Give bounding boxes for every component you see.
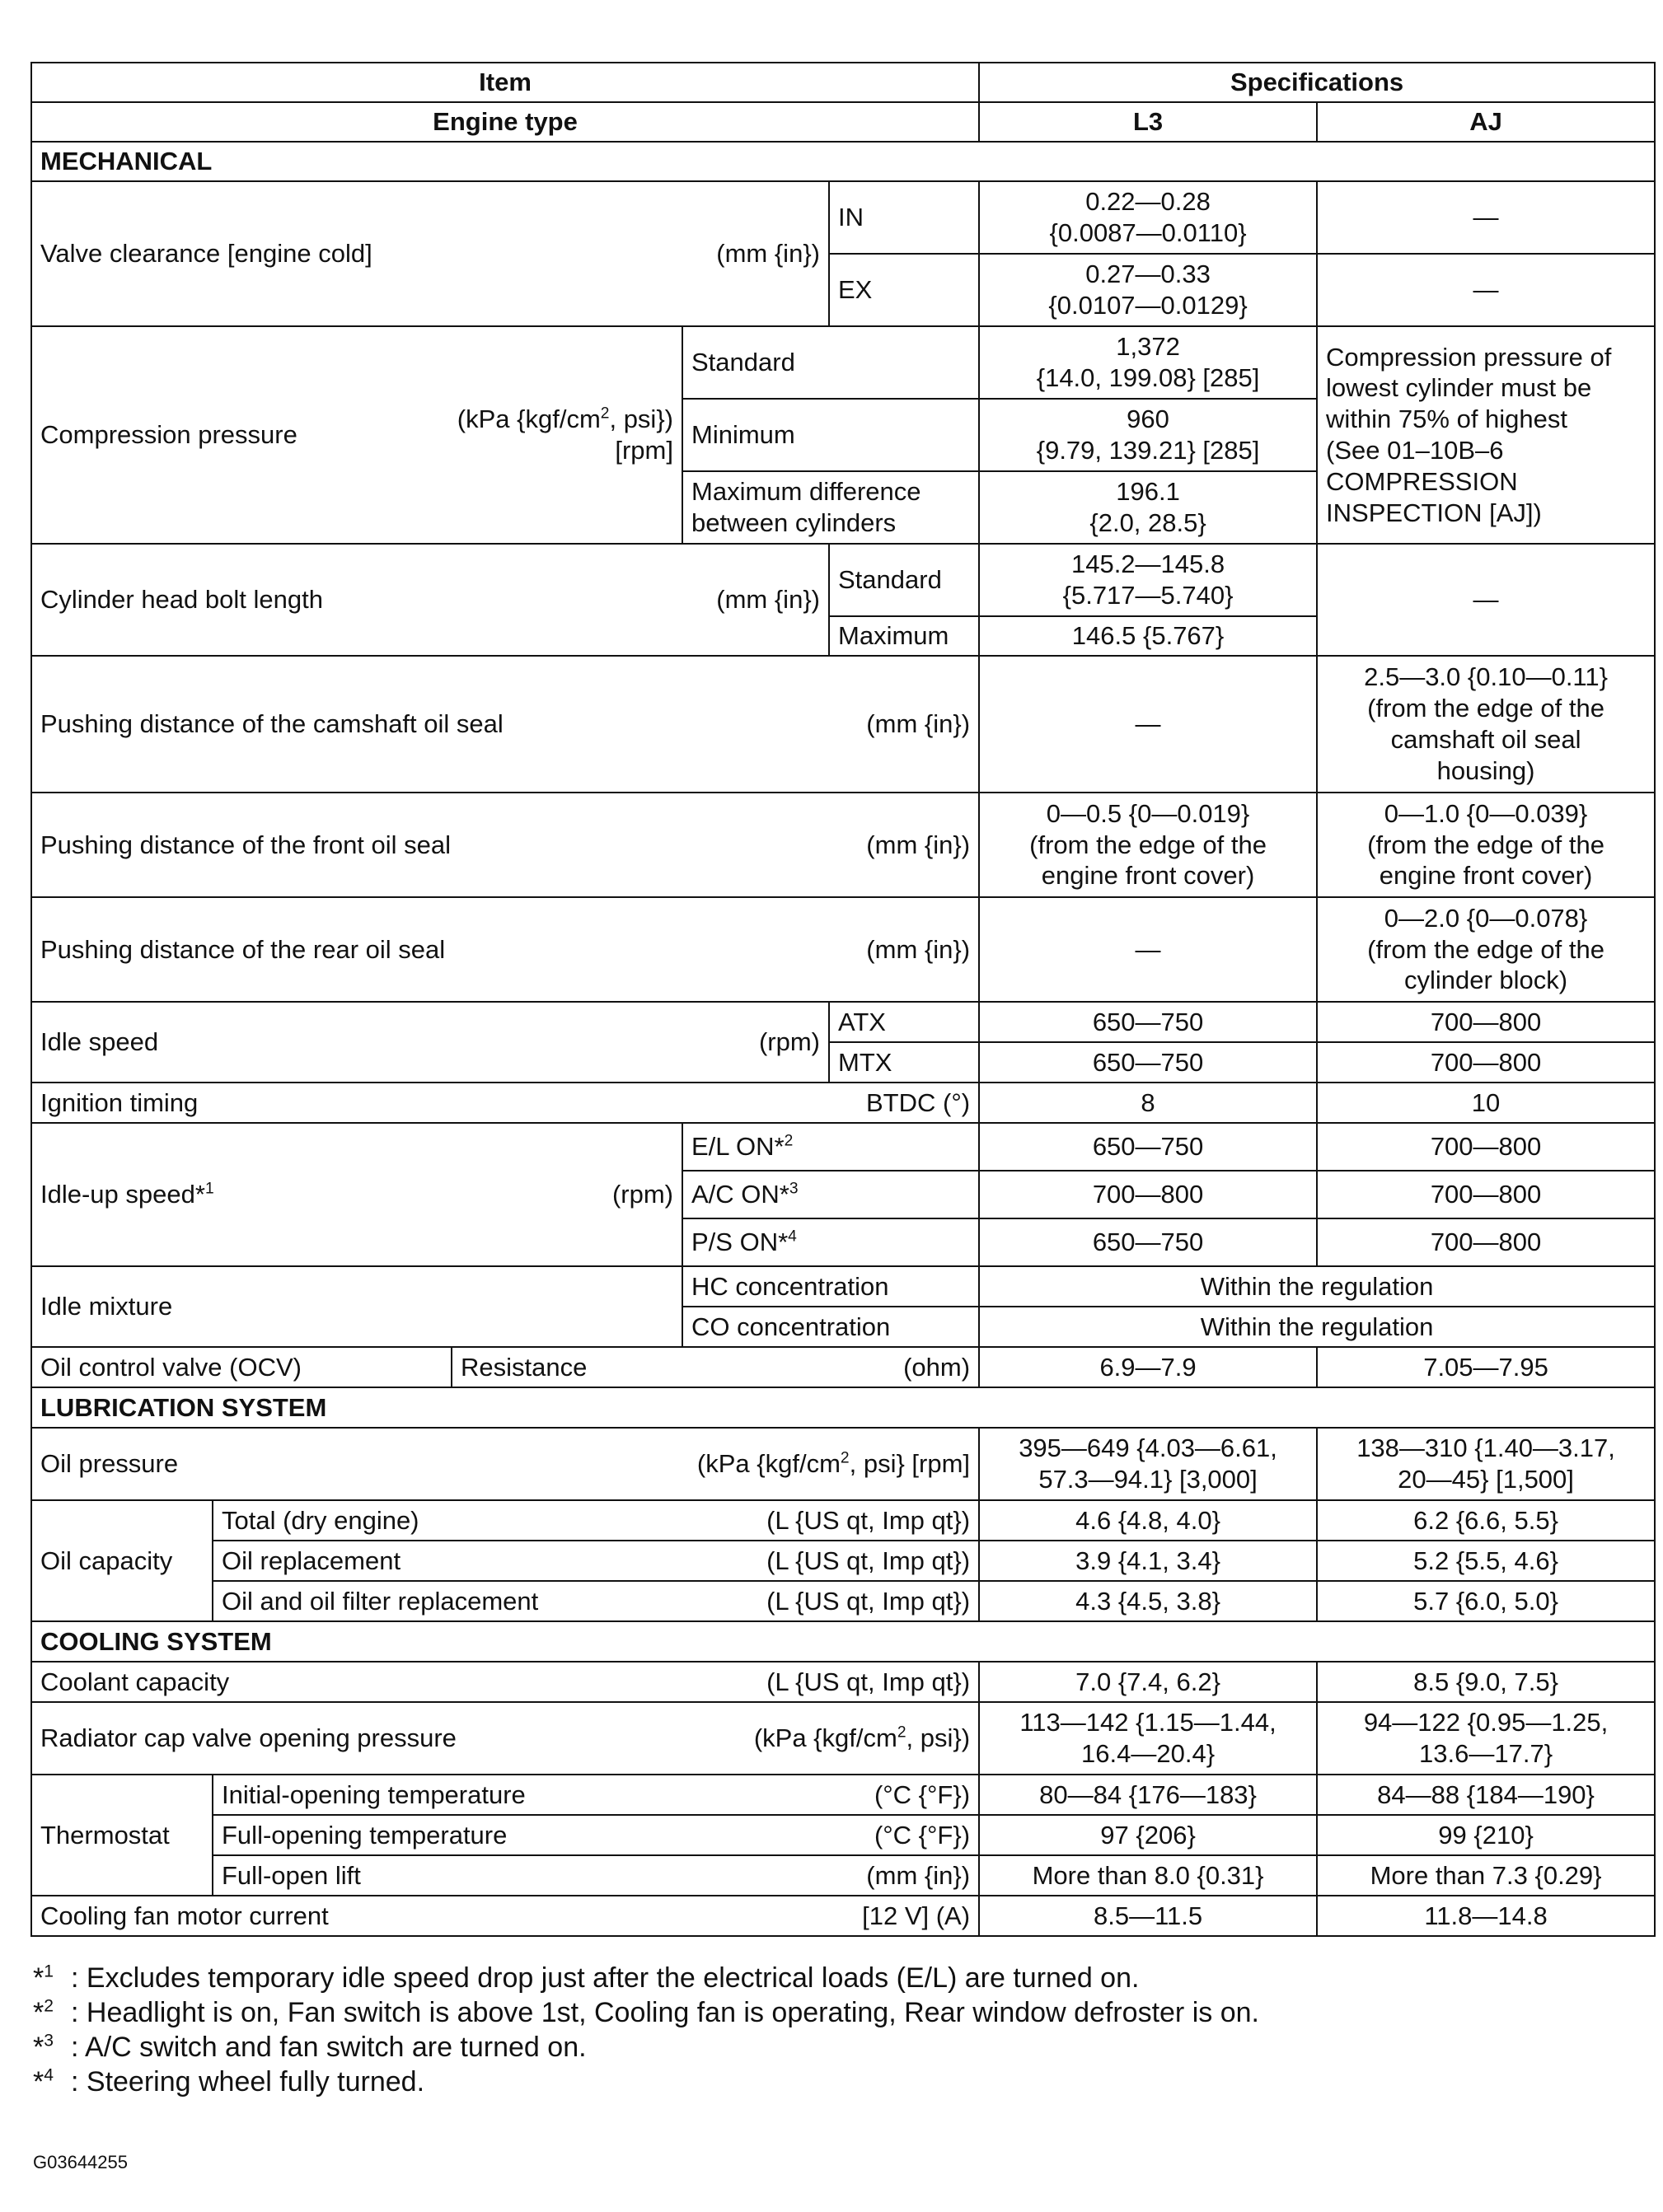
radiator-cap-aj: 94—122 {0.95—1.25, 13.6—17.7} <box>1317 1702 1655 1775</box>
table-row <box>31 1541 1655 1581</box>
footnotes <box>33 1961 1259 2100</box>
compression-maxdiff-label: Maximum difference between cylinders <box>682 471 979 544</box>
thermostat-aj: 84—88 {184—190} <box>1317 1775 1655 1815</box>
table-row <box>31 1581 1655 1621</box>
oil-capacity-label: Oil capacity <box>31 1500 213 1621</box>
camshaft-seal-aj: 2.5—3.0 {0.10—0.11} (from the edge of the camshaft oil seal housing) <box>1317 656 1655 793</box>
valve-ex-l3: 0.27—0.33 {0.0107—0.0129} <box>979 254 1317 326</box>
thermostat-l3: More than 8.0 {0.31} <box>979 1855 1317 1896</box>
table-row <box>31 1855 1655 1896</box>
engine-type-row <box>31 102 1655 142</box>
idle-atx-aj: 700—800 <box>1317 1002 1655 1042</box>
oil-capacity-aj: 6.2 {6.6, 5.5} <box>1317 1500 1655 1541</box>
radiator-cap-l3: 113—142 {1.15—1.44, 16.4—20.4} <box>979 1702 1317 1775</box>
bolt-maximum-label: Maximum <box>829 616 979 656</box>
rear-seal-aj: 0—2.0 {0—0.078} (from the edge of the cylinder block) <box>1317 897 1655 1002</box>
table-row <box>31 656 1655 793</box>
cooling-fan-aj: 11.8—14.8 <box>1317 1896 1655 1936</box>
ocv-l3: 6.9—7.9 <box>979 1347 1317 1387</box>
table-row <box>31 1775 1655 1815</box>
l3-header: L3 <box>979 102 1317 142</box>
idle-up-label: Idle-up speed*$^1$ (rpm) <box>31 1123 682 1266</box>
table-row <box>31 1347 1655 1387</box>
footnote: *$^2$ : Headlight is on, Fan switch is above 1st, Cooling fan is operating, Rear window defroster is on. <box>33 1996 1259 2029</box>
bolt-aj: — <box>1317 544 1655 656</box>
figure-id: G03644255 <box>33 2152 128 2172</box>
idle-mtx-aj: 700—800 <box>1317 1042 1655 1083</box>
table-row <box>31 1002 1655 1042</box>
coolant-capacity-label: Coolant capacity (L {US qt, Imp qt}) <box>31 1662 979 1702</box>
valve-in-l3: 0.22—0.28 {0.0087—0.0110} <box>979 181 1317 254</box>
engine-type-header: Engine type <box>31 102 979 142</box>
valve-in-aj: — <box>1317 181 1655 254</box>
cooling-fan-l3: 8.5—11.5 <box>979 1896 1317 1936</box>
rear-seal-label: Pushing distance of the rear oil seal (mm {in}) <box>31 897 979 1002</box>
cooling-fan-label: Cooling fan motor current [12 V] (A) <box>31 1896 979 1936</box>
radiator-cap-label: Radiator cap valve opening pressure (kPa {$kgf/cm^2$, psi}) <box>31 1702 979 1775</box>
valve-ex-aj: — <box>1317 254 1655 326</box>
idle-atx-l3: 650—750 <box>979 1002 1317 1042</box>
specifications-table <box>30 62 1656 1937</box>
thermostat-l3: 97 {206} <box>979 1815 1317 1855</box>
idle-up-ps-aj: 700—800 <box>1317 1218 1655 1266</box>
table-row <box>31 181 1655 254</box>
rear-seal-l3: — <box>979 897 1317 1002</box>
ocv-aj: 7.05—7.95 <box>1317 1347 1655 1387</box>
oil-capacity-row-label: Oil and oil filter replacement (L {US qt, Imp qt}) <box>213 1581 979 1621</box>
table-row <box>31 544 1655 616</box>
compression-label: Compression pressure (kPa {$kgf/cm^2$, psi}) [rpm] <box>31 326 682 544</box>
oil-capacity-aj: 5.2 {5.5, 4.6} <box>1317 1541 1655 1581</box>
bolt-standard-l3: 145.2—145.8 {5.717—5.740} <box>979 544 1317 616</box>
idle-up-el-l3: 650—750 <box>979 1123 1317 1171</box>
ignition-aj: 10 <box>1317 1083 1655 1123</box>
oil-capacity-l3: 3.9 {4.1, 3.4} <box>979 1541 1317 1581</box>
idle-speed-label: Idle speed (rpm) <box>31 1002 829 1083</box>
front-seal-l3: 0—0.5 {0—0.019} (from the edge of the engine front cover) <box>979 793 1317 897</box>
compression-maxdiff-l3: 196.1 {2.0, 28.5} <box>979 471 1317 544</box>
table-row <box>31 1428 1655 1500</box>
section-row <box>31 1387 1655 1428</box>
oil-capacity-aj: 5.7 {6.0, 5.0} <box>1317 1581 1655 1621</box>
idle-mixture-hc-value: Within the regulation <box>979 1266 1655 1307</box>
bolt-maximum-l3: 146.5 {5.767} <box>979 616 1317 656</box>
bolt-length-label: Cylinder head bolt length (mm {in}) <box>31 544 829 656</box>
table-row <box>31 1662 1655 1702</box>
item-header: Item <box>31 63 979 102</box>
coolant-capacity-aj: 8.5 {9.0, 7.5} <box>1317 1662 1655 1702</box>
oil-capacity-l3: 4.6 {4.8, 4.0} <box>979 1500 1317 1541</box>
thermostat-row-label: Full-open lift (mm {in}) <box>213 1855 979 1896</box>
idle-up-el-label: E/L ON*$^2$ <box>682 1123 979 1171</box>
table-row <box>31 1702 1655 1775</box>
idle-up-ac-l3: 700—800 <box>979 1171 1317 1218</box>
compression-standard-l3: 1,372 {14.0, 199.08} [285] <box>979 326 1317 399</box>
footnote: *$^1$ : Excludes temporary idle speed drop just after the electrical loads (E/L) are turned on. <box>33 1962 1140 1994</box>
idle-mtx-label: MTX <box>829 1042 979 1083</box>
idle-up-ps-l3: 650—750 <box>979 1218 1317 1266</box>
table-row <box>31 793 1655 897</box>
table-row <box>31 1815 1655 1855</box>
camshaft-seal-label: Pushing distance of the camshaft oil seal (mm {in}) <box>31 656 979 793</box>
header-row <box>31 63 1655 102</box>
ocv-resistance-label: Resistance (ohm) <box>452 1347 979 1387</box>
section-lubrication: LUBRICATION SYSTEM <box>31 1387 1655 1428</box>
valve-ex-label: EX <box>829 254 979 326</box>
idle-mixture-co-label: CO concentration <box>682 1307 979 1347</box>
oil-capacity-l3: 4.3 {4.5, 3.8} <box>979 1581 1317 1621</box>
idle-up-el-aj: 700—800 <box>1317 1123 1655 1171</box>
table-row <box>31 1500 1655 1541</box>
thermostat-l3: 80—84 {176—183} <box>979 1775 1317 1815</box>
specifications-header: Specifications <box>979 63 1655 102</box>
compression-minimum-label: Minimum <box>682 399 979 471</box>
aj-header: AJ <box>1317 102 1655 142</box>
footnote: *$^4$ : Steering wheel fully turned. <box>33 2066 425 2098</box>
idle-up-ps-label: P/S ON*$^4$ <box>682 1218 979 1266</box>
bolt-standard-label: Standard <box>829 544 979 616</box>
front-seal-aj: 0—1.0 {0—0.039} (from the edge of the engine front cover) <box>1317 793 1655 897</box>
table-row <box>31 1083 1655 1123</box>
idle-mixture-hc-label: HC concentration <box>682 1266 979 1307</box>
footnote: *$^3$ : A/C switch and fan switch are turned on. <box>33 2031 587 2064</box>
ignition-timing-label: Ignition timing BTDC (°) <box>31 1083 979 1123</box>
oil-capacity-row-label: Total (dry engine) (L {US qt, Imp qt}) <box>213 1500 979 1541</box>
camshaft-seal-l3: — <box>979 656 1317 793</box>
ocv-label: Oil control valve (OCV) <box>31 1347 452 1387</box>
section-cooling: COOLING SYSTEM <box>31 1621 1655 1662</box>
thermostat-row-label: Initial-opening temperature (°C {°F}) <box>213 1775 979 1815</box>
valve-in-label: IN <box>829 181 979 254</box>
thermostat-row-label: Full-opening temperature (°C {°F}) <box>213 1815 979 1855</box>
table-row <box>31 1896 1655 1936</box>
section-row <box>31 1621 1655 1662</box>
idle-up-ac-label: A/C ON*$^3$ <box>682 1171 979 1218</box>
valve-clearance-label: Valve clearance [engine cold] (mm {in}) <box>31 181 829 326</box>
oil-capacity-row-label: Oil replacement (L {US qt, Imp qt}) <box>213 1541 979 1581</box>
table-row <box>31 897 1655 1002</box>
thermostat-label: Thermostat <box>31 1775 213 1896</box>
table-row <box>31 1123 1655 1171</box>
idle-mixture-co-value: Within the regulation <box>979 1307 1655 1347</box>
coolant-capacity-l3: 7.0 {7.4, 6.2} <box>979 1662 1317 1702</box>
idle-up-ac-aj: 700—800 <box>1317 1171 1655 1218</box>
idle-mtx-l3: 650—750 <box>979 1042 1317 1083</box>
section-row <box>31 142 1655 181</box>
oil-pressure-label: Oil pressure (kPa {$kgf/cm^2$, psi} [rpm] <box>31 1428 979 1500</box>
table-row <box>31 1266 1655 1307</box>
idle-mixture-label: Idle mixture <box>31 1266 682 1347</box>
section-mechanical: MECHANICAL <box>31 142 1655 181</box>
front-seal-label: Pushing distance of the front oil seal (mm {in}) <box>31 793 979 897</box>
compression-aj-note: Compression pressure of lowest cylinder must be within 75% of highest (See 01–10B–6 COMPRESSION INSPECTION [AJ]) <box>1317 326 1655 544</box>
compression-minimum-l3: 960 {9.79, 139.21} [285] <box>979 399 1317 471</box>
oil-pressure-l3: 395—649 {4.03—6.61, 57.3—94.1} [3,000] <box>979 1428 1317 1500</box>
thermostat-aj: 99 {210} <box>1317 1815 1655 1855</box>
idle-atx-label: ATX <box>829 1002 979 1042</box>
thermostat-aj: More than 7.3 {0.29} <box>1317 1855 1655 1896</box>
oil-pressure-aj: 138—310 {1.40—3.17, 20—45} [1,500] <box>1317 1428 1655 1500</box>
table-row <box>31 326 1655 399</box>
ignition-l3: 8 <box>979 1083 1317 1123</box>
compression-standard-label: Standard <box>682 326 979 399</box>
